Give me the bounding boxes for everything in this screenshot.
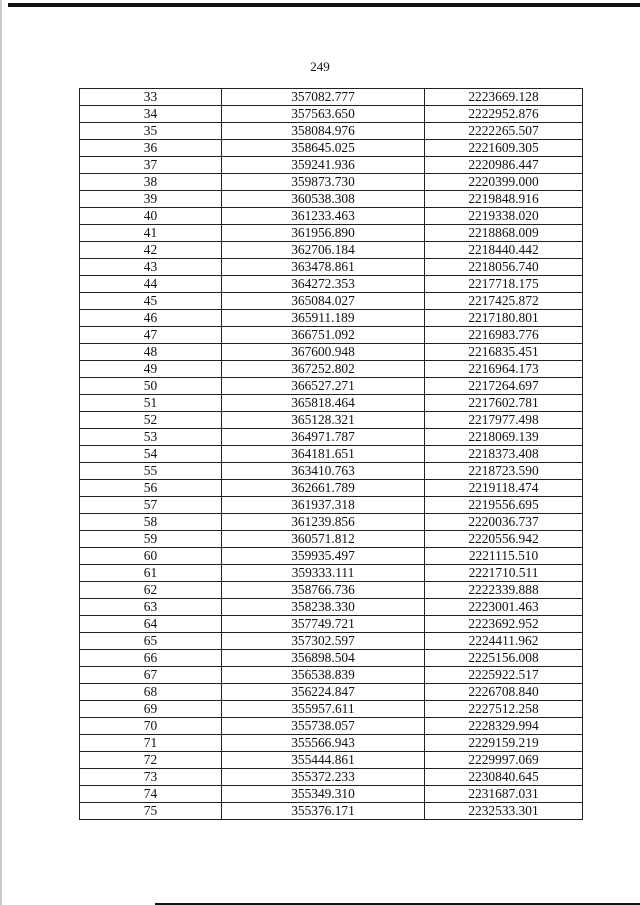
point-number-cell: 34 [80,106,222,123]
point-number-cell: 42 [80,242,222,259]
x-coordinate-cell: 361937.318 [222,497,425,514]
point-number-cell: 33 [80,89,222,106]
y-coordinate-cell: 2220986.447 [425,157,583,174]
y-coordinate-cell: 2232533.301 [425,803,583,820]
point-number-cell: 54 [80,446,222,463]
table-row [80,480,583,497]
y-coordinate-cell: 2217602.781 [425,395,583,412]
y-coordinate-cell: 2218069.139 [425,429,583,446]
table-row [80,208,583,225]
point-number-cell: 50 [80,378,222,395]
x-coordinate-cell: 355376.171 [222,803,425,820]
table-row [80,276,583,293]
point-number-cell: 39 [80,191,222,208]
point-number-cell: 67 [80,667,222,684]
coordinates-table [79,88,583,820]
table-row [80,616,583,633]
y-coordinate-cell: 2219118.474 [425,480,583,497]
y-coordinate-cell: 2230840.645 [425,769,583,786]
y-coordinate-cell: 2222265.507 [425,123,583,140]
page-number: 249 [310,59,330,74]
point-number-cell: 48 [80,344,222,361]
point-number-cell: 44 [80,276,222,293]
table-row [80,667,583,684]
table-row [80,429,583,446]
table-row [80,327,583,344]
y-coordinate-cell: 2225156.008 [425,650,583,667]
table-row [80,361,583,378]
y-coordinate-cell: 2219338.020 [425,208,583,225]
x-coordinate-cell: 362661.789 [222,480,425,497]
table-row [80,225,583,242]
table-row [80,633,583,650]
y-coordinate-cell: 2218056.740 [425,259,583,276]
x-coordinate-cell: 357749.721 [222,616,425,633]
x-coordinate-cell: 365084.027 [222,293,425,310]
table-row [80,106,583,123]
x-coordinate-cell: 364272.353 [222,276,425,293]
x-coordinate-cell: 365911.189 [222,310,425,327]
table-row [80,650,583,667]
table-row [80,174,583,191]
point-number-cell: 55 [80,463,222,480]
x-coordinate-cell: 361233.463 [222,208,425,225]
table-row [80,582,583,599]
point-number-cell: 59 [80,531,222,548]
table-row [80,395,583,412]
point-number-cell: 38 [80,174,222,191]
table-row [80,803,583,820]
x-coordinate-cell: 356898.504 [222,650,425,667]
table-row [80,769,583,786]
point-number-cell: 49 [80,361,222,378]
table-row [80,140,583,157]
table-row [80,378,583,395]
point-number-cell: 70 [80,718,222,735]
point-number-cell: 43 [80,259,222,276]
table-row [80,242,583,259]
x-coordinate-cell: 359241.936 [222,157,425,174]
y-coordinate-cell: 2217180.801 [425,310,583,327]
table-row [80,548,583,565]
x-coordinate-cell: 357082.777 [222,89,425,106]
x-coordinate-cell: 356538.839 [222,667,425,684]
table-row [80,565,583,582]
x-coordinate-cell: 358645.025 [222,140,425,157]
x-coordinate-cell: 366751.092 [222,327,425,344]
point-number-cell: 72 [80,752,222,769]
point-number-cell: 40 [80,208,222,225]
y-coordinate-cell: 2218723.590 [425,463,583,480]
y-coordinate-cell: 2216983.776 [425,327,583,344]
point-number-cell: 64 [80,616,222,633]
x-coordinate-cell: 355444.861 [222,752,425,769]
point-number-cell: 66 [80,650,222,667]
x-coordinate-cell: 355738.057 [222,718,425,735]
y-coordinate-cell: 2221710.511 [425,565,583,582]
point-number-cell: 69 [80,701,222,718]
page-left-edge [0,0,2,905]
y-coordinate-cell: 2223669.128 [425,89,583,106]
table-row [80,735,583,752]
table-row [80,157,583,174]
table-row [80,752,583,769]
table-row [80,684,583,701]
x-coordinate-cell: 362706.184 [222,242,425,259]
x-coordinate-cell: 360571.812 [222,531,425,548]
x-coordinate-cell: 359333.111 [222,565,425,582]
table-row [80,497,583,514]
y-coordinate-cell: 2219848.916 [425,191,583,208]
y-coordinate-cell: 2226708.840 [425,684,583,701]
y-coordinate-cell: 2218440.442 [425,242,583,259]
point-number-cell: 41 [80,225,222,242]
x-coordinate-cell: 367600.948 [222,344,425,361]
x-coordinate-cell: 355349.310 [222,786,425,803]
point-number-cell: 47 [80,327,222,344]
x-coordinate-cell: 355566.943 [222,735,425,752]
point-number-cell: 60 [80,548,222,565]
table-row [80,412,583,429]
table-row [80,463,583,480]
x-coordinate-cell: 360538.308 [222,191,425,208]
table-row [80,599,583,616]
x-coordinate-cell: 366527.271 [222,378,425,395]
y-coordinate-cell: 2217718.175 [425,276,583,293]
x-coordinate-cell: 358084.976 [222,123,425,140]
x-coordinate-cell: 361956.890 [222,225,425,242]
y-coordinate-cell: 2221609.305 [425,140,583,157]
point-number-cell: 73 [80,769,222,786]
x-coordinate-cell: 357302.597 [222,633,425,650]
y-coordinate-cell: 2220036.737 [425,514,583,531]
y-coordinate-cell: 2223692.952 [425,616,583,633]
y-coordinate-cell: 2223001.463 [425,599,583,616]
y-coordinate-cell: 2219556.695 [425,497,583,514]
x-coordinate-cell: 358238.330 [222,599,425,616]
x-coordinate-cell: 365128.321 [222,412,425,429]
y-coordinate-cell: 2220399.000 [425,174,583,191]
table-row [80,310,583,327]
x-coordinate-cell: 357563.650 [222,106,425,123]
table-row [80,446,583,463]
point-number-cell: 46 [80,310,222,327]
table-row [80,259,583,276]
y-coordinate-cell: 2218868.009 [425,225,583,242]
point-number-cell: 75 [80,803,222,820]
point-number-cell: 65 [80,633,222,650]
y-coordinate-cell: 2217977.498 [425,412,583,429]
x-coordinate-cell: 367252.802 [222,361,425,378]
y-coordinate-cell: 2227512.258 [425,701,583,718]
y-coordinate-cell: 2225922.517 [425,667,583,684]
y-coordinate-cell: 2221115.510 [425,548,583,565]
point-number-cell: 35 [80,123,222,140]
y-coordinate-cell: 2228329.994 [425,718,583,735]
point-number-cell: 63 [80,599,222,616]
point-number-cell: 62 [80,582,222,599]
y-coordinate-cell: 2216835.451 [425,344,583,361]
x-coordinate-cell: 355957.611 [222,701,425,718]
x-coordinate-cell: 358766.736 [222,582,425,599]
page-top-rule [8,3,640,7]
y-coordinate-cell: 2222339.888 [425,582,583,599]
x-coordinate-cell: 363478.861 [222,259,425,276]
x-coordinate-cell: 359873.730 [222,174,425,191]
x-coordinate-cell: 364181.651 [222,446,425,463]
point-number-cell: 51 [80,395,222,412]
x-coordinate-cell: 355372.233 [222,769,425,786]
x-coordinate-cell: 361239.856 [222,514,425,531]
y-coordinate-cell: 2222952.876 [425,106,583,123]
y-coordinate-cell: 2229997.069 [425,752,583,769]
point-number-cell: 53 [80,429,222,446]
point-number-cell: 68 [80,684,222,701]
point-number-cell: 71 [80,735,222,752]
table-row [80,191,583,208]
point-number-cell: 45 [80,293,222,310]
table-row [80,786,583,803]
y-coordinate-cell: 2217425.872 [425,293,583,310]
y-coordinate-cell: 2217264.697 [425,378,583,395]
y-coordinate-cell: 2216964.173 [425,361,583,378]
table-row [80,701,583,718]
point-number-cell: 36 [80,140,222,157]
x-coordinate-cell: 356224.847 [222,684,425,701]
y-coordinate-cell: 2218373.408 [425,446,583,463]
point-number-cell: 74 [80,786,222,803]
y-coordinate-cell: 2224411.962 [425,633,583,650]
point-number-cell: 61 [80,565,222,582]
y-coordinate-cell: 2231687.031 [425,786,583,803]
y-coordinate-cell: 2220556.942 [425,531,583,548]
point-number-cell: 58 [80,514,222,531]
point-number-cell: 52 [80,412,222,429]
x-coordinate-cell: 364971.787 [222,429,425,446]
x-coordinate-cell: 363410.763 [222,463,425,480]
point-number-cell: 56 [80,480,222,497]
point-number-cell: 37 [80,157,222,174]
x-coordinate-cell: 359935.497 [222,548,425,565]
table-row [80,293,583,310]
table-row [80,123,583,140]
coordinates-table-body [80,89,583,820]
table-row [80,531,583,548]
table-row [80,514,583,531]
table-row [80,89,583,106]
table-row [80,344,583,361]
y-coordinate-cell: 2229159.219 [425,735,583,752]
table-row [80,718,583,735]
point-number-cell: 57 [80,497,222,514]
x-coordinate-cell: 365818.464 [222,395,425,412]
